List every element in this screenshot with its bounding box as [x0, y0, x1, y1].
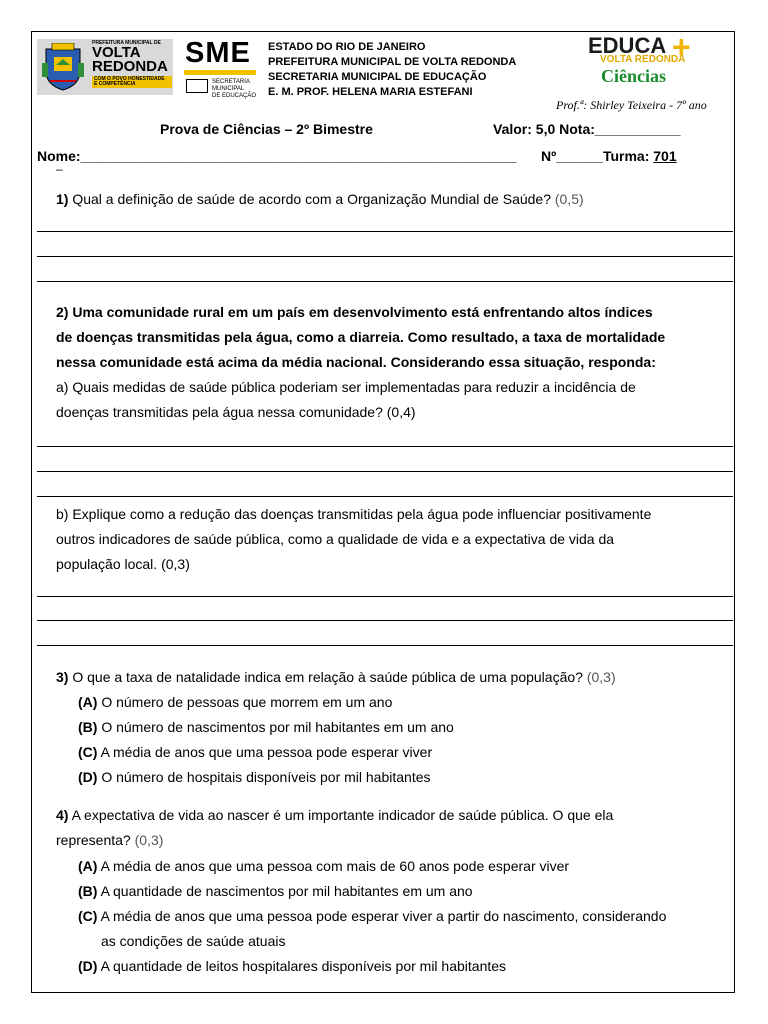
question-text: população local. (0,3) [56, 556, 190, 572]
option-text: O número de pessoas que morrem em um ano [101, 694, 393, 710]
sme-mark-icon [186, 79, 208, 93]
question-points: (0,5) [554, 191, 584, 207]
question-1 [56, 187, 584, 212]
option-letter: (D) [78, 958, 98, 974]
answer-line[interactable] [37, 645, 733, 646]
option-c[interactable] [78, 904, 666, 954]
question-text: a) Quais medidas de saúde pública poderiam ser implementadas para reduzir a incidência de [56, 379, 636, 395]
subject-title: Ciências [601, 66, 666, 86]
question-2-intro [56, 300, 722, 375]
city-logo-slogan [92, 76, 172, 88]
question-text: A expectativa de vida ao nascer é um importante indicador de saúde pública. O que ela [71, 807, 614, 823]
option-a[interactable] [78, 854, 569, 879]
sme-subtitle-2: DE EDUCAÇÃO [212, 93, 257, 99]
exam-value-grade: Valor: 5,0 Nota:___________ [493, 121, 681, 137]
question-text: 2) Uma comunidade rural em um país em desenvolvimento está enfrentando altos índices [56, 304, 653, 320]
header-line: SECRETARIA MUNICIPAL DE EDUCAÇÃO [268, 71, 487, 83]
sme-subtitle [212, 79, 262, 100]
question-number: 3) [56, 669, 69, 685]
student-name-field[interactable] [37, 148, 517, 164]
city-logo-slogan-2: E COMPETÊNCIA [94, 81, 136, 87]
option-letter: (C) [78, 908, 98, 924]
option-letter: (B) [78, 719, 98, 735]
answer-line[interactable] [37, 496, 733, 497]
question-points: (0,3) [134, 832, 164, 848]
city-crest-icon [42, 43, 84, 91]
option-letter: (A) [78, 858, 98, 874]
option-a[interactable] [78, 690, 392, 715]
sme-logo-bar [184, 70, 256, 75]
city-logo-text [92, 40, 172, 88]
header-line: PREFEITURA MUNICIPAL DE VOLTA REDONDA [268, 56, 517, 68]
option-text: A quantidade de leitos hospitalares disponíveis por mil habitantes [100, 958, 507, 974]
city-logo-slogan-1: COM O POVO HONESTIDADE [94, 76, 165, 82]
option-text: O número de nascimentos por mil habitantes em um ano [101, 719, 454, 735]
question-text: outros indicadores de saúde pública, como a qualidade de vida e a expectativa de vida da [56, 531, 615, 547]
option-b[interactable] [78, 715, 454, 740]
educa-subtitle: VOLTA REDONDA [600, 54, 686, 65]
option-b[interactable] [78, 879, 473, 904]
question-text: Qual a definição de saúde de acordo com a Organização Mundial de Saúde? [72, 191, 551, 207]
header-line: ESTADO DO RIO DE JANEIRO [268, 41, 426, 53]
city-logo-top: PREFEITURA MUNICIPAL DE [92, 40, 161, 46]
question-text: de doenças transmitidas pela água, como a diarreia. Como resultado, a taxa de mortalidade [56, 329, 666, 345]
exam-title: Prova de Ciências – 2º Bimestre [160, 121, 373, 137]
number-field[interactable] [541, 148, 677, 164]
answer-line[interactable] [37, 231, 733, 232]
number-label: Nº______ [541, 148, 603, 164]
option-letter: (B) [78, 883, 98, 899]
question-4 [56, 803, 613, 853]
question-text: b) Explique como a redução das doenças transmitidas pela água pode influenciar positivamente [56, 506, 652, 522]
name-label: Nome:________________________________________________________ [37, 148, 517, 164]
answer-line[interactable] [37, 596, 733, 597]
educa-plus-icon: + [672, 29, 691, 65]
question-2a [56, 375, 636, 425]
stray-dash: – [56, 162, 63, 176]
teacher-label: Prof.ª: Shirley Teixeira - 7º ano [556, 98, 707, 112]
class-value: 701 [653, 148, 677, 164]
city-logo-city-2: REDONDA [92, 58, 168, 75]
option-text: A quantidade de nascimentos por mil habitantes em um ano [100, 883, 473, 899]
header-line: E. M. PROF. HELENA MARIA ESTEFANI [268, 86, 473, 98]
answer-line[interactable] [37, 620, 733, 621]
educa-logo: EDUCA [588, 33, 667, 58]
option-c[interactable] [78, 740, 432, 765]
answer-line[interactable] [37, 281, 733, 282]
option-d[interactable] [78, 765, 431, 790]
answer-line[interactable] [37, 446, 733, 447]
city-logo-city-1: VOLTA [92, 44, 141, 61]
sme-logo: SME [185, 37, 251, 69]
answer-line[interactable] [37, 256, 733, 257]
question-text: O que a taxa de natalidade indica em relação à saúde pública de uma população? [72, 669, 583, 685]
question-3 [56, 665, 616, 690]
question-text: nessa comunidade está acima da média nacional. Considerando essa situação, responda: [56, 354, 656, 370]
header-institution [268, 40, 516, 100]
question-number: 1) [56, 191, 69, 207]
class-label: Turma: [602, 148, 650, 164]
option-text: A média de anos que uma pessoa com mais de 60 anos pode esperar viver [100, 858, 570, 874]
option-letter: (C) [78, 744, 98, 760]
answer-line[interactable] [37, 471, 733, 472]
question-text: representa? [56, 832, 131, 848]
question-points: (0,3) [586, 669, 616, 685]
option-letter: (D) [78, 769, 98, 785]
question-number: 4) [56, 807, 69, 823]
option-text: as condições de saúde atuais [101, 933, 286, 949]
option-text: O número de hospitais disponíveis por mil habitantes [101, 769, 431, 785]
option-letter: (A) [78, 694, 98, 710]
option-d[interactable] [78, 954, 506, 979]
question-text: doenças transmitidas pela água nessa comunidade? (0,4) [56, 404, 416, 420]
option-text: A média de anos que uma pessoa pode esperar viver a partir do nascimento, considerando [100, 908, 667, 924]
question-2b [56, 502, 651, 577]
sme-subtitle-1: SECRETARIA MUNICIPAL [212, 79, 250, 92]
option-text: A média de anos que uma pessoa pode esperar viver [100, 744, 433, 760]
